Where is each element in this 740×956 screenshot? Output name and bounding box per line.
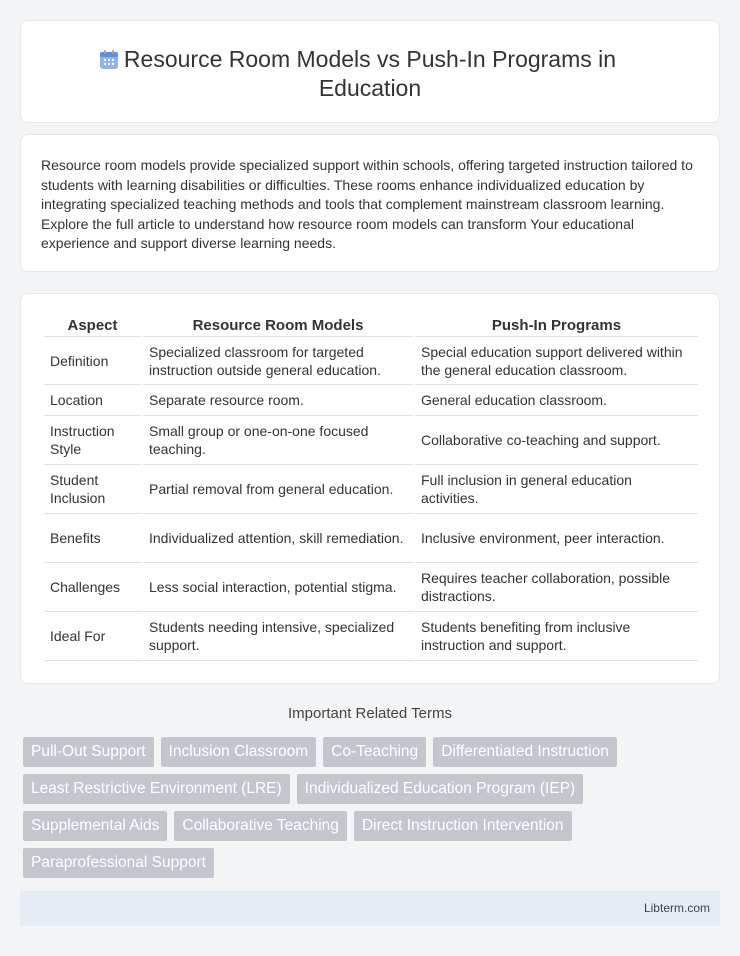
push-in-cell: Inclusive environment, peer interaction.: [415, 514, 698, 563]
header-aspect: Aspect: [44, 315, 141, 337]
resource-room-cell: Less social interaction, potential stigma.: [143, 563, 413, 612]
resource-room-cell: Partial removal from general education.: [143, 465, 413, 514]
intro-card: [20, 134, 720, 272]
related-term-tag[interactable]: Differentiated Instruction: [433, 737, 617, 767]
related-terms-title: Important Related Terms: [288, 705, 452, 722]
push-in-cell: Requires teacher collaboration, possible distractions.: [415, 563, 698, 612]
intro-text: Resource room models provide specialized support within schools, offering targeted instruction tailored to students with learning disabilities or difficulties. These rooms enhance individualized education by integrating specialized teaching methods and tools that complement mainstream classroom learning. Explore the full article to understand how resource room models can transform Your educational experience and support diverse learning needs.: [41, 157, 693, 252]
related-term-tag[interactable]: Individualized Education Program (IEP): [297, 774, 584, 804]
resource-room-cell: Students needing intensive, specialized support.: [143, 612, 413, 661]
related-terms-list: [23, 737, 723, 885]
table-row: [44, 337, 698, 385]
table-row: [44, 514, 698, 563]
related-term-tag[interactable]: Inclusion Classroom: [161, 737, 317, 767]
related-term-tag[interactable]: Direct Instruction Intervention: [354, 811, 572, 841]
calendar-icon: [98, 49, 120, 71]
footer: [20, 891, 720, 926]
table-row: [44, 385, 698, 416]
related-term-tag[interactable]: Collaborative Teaching: [174, 811, 347, 841]
push-in-cell: Students benefiting from inclusive instruction and support.: [415, 612, 698, 661]
table-row: [44, 465, 698, 514]
page-title: Resource Room Models vs Push-In Programs in Education: [123, 46, 617, 101]
resource-room-cell: Individualized attention, skill remediation.: [143, 514, 413, 563]
push-in-cell: Full inclusion in general education activities.: [415, 465, 698, 514]
table-row: [44, 416, 698, 465]
resource-room-cell: Small group or one-on-one focused teaching.: [143, 416, 413, 465]
resource-room-cell: Specialized classroom for targeted instruction outside general education.: [143, 337, 413, 385]
aspect-cell: Ideal For: [44, 612, 141, 661]
aspect-cell: Location: [44, 385, 141, 416]
related-term-tag[interactable]: Supplemental Aids: [23, 811, 167, 841]
header-card: [20, 20, 720, 123]
table-header-row: [44, 315, 698, 337]
related-term-tag[interactable]: Co-Teaching: [323, 737, 426, 767]
aspect-cell: Benefits: [44, 514, 141, 563]
resource-room-cell: Separate resource room.: [143, 385, 413, 416]
header: [21, 45, 719, 103]
related-term-tag[interactable]: Pull-Out Support: [23, 737, 154, 767]
push-in-cell: Special education support delivered within the general education classroom.: [415, 337, 698, 385]
comparison-card: [20, 293, 720, 684]
table-row: [44, 612, 698, 661]
footer-site-link[interactable]: Libterm.com: [643, 901, 710, 915]
aspect-cell: Definition: [44, 337, 141, 385]
aspect-cell: Challenges: [44, 563, 141, 612]
aspect-cell: Student Inclusion: [44, 465, 141, 514]
related-term-tag[interactable]: Paraprofessional Support: [23, 848, 214, 878]
aspect-cell: Instruction Style: [44, 416, 141, 465]
header-resource-room: Resource Room Models: [143, 315, 413, 337]
push-in-cell: General education classroom.: [415, 385, 698, 416]
comparison-table: [42, 315, 700, 661]
related-term-tag[interactable]: Least Restrictive Environment (LRE): [23, 774, 290, 804]
header-push-in: Push-In Programs: [415, 315, 698, 337]
table-row: [44, 563, 698, 612]
push-in-cell: Collaborative co-teaching and support.: [415, 416, 698, 465]
